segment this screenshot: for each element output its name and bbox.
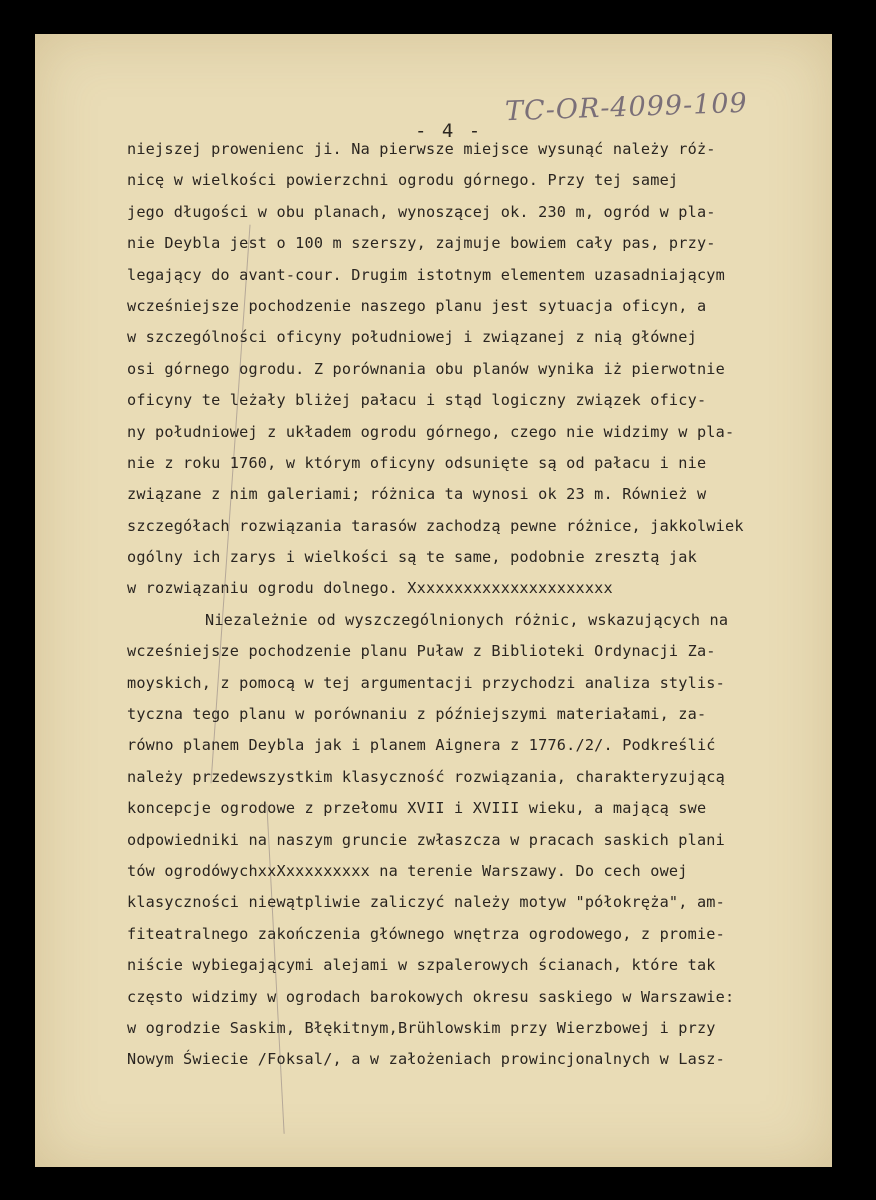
- text-line: fiteatralnego zakończenia głównego wnętrza ogrodowego, z promie-: [127, 924, 725, 943]
- text-line: związane z nim galeriami; różnica ta wynosi ok 23 m. Również w: [127, 485, 707, 504]
- text-line: niście wybiegającymi alejami w szpalerowych ścianach, które tak: [127, 956, 716, 975]
- text-line: osi górnego ogrodu. Z porównania obu planów wynika iż pierwotnie: [127, 359, 725, 378]
- text-line: ogólny ich zarys i wielkości są te same, podobnie zresztą jak: [127, 548, 697, 567]
- text-line: nicę w wielkości powierzchni ogrodu górnego. Przy tej samej: [127, 171, 679, 190]
- text-line: równo planem Deybla jak i planem Aignera z 1776./2/. Podkreślić: [127, 736, 716, 755]
- text-line: często widzimy w ogrodach barokowych okresu saskiego w Warszawie:: [127, 987, 735, 1006]
- text-line: moyskich, z pomocą w tej argumentacji przychodzi analiza stylis-: [127, 673, 725, 692]
- text-line: niejszej prowenienc ji. Na pierwsze miejsce wysunąć należy róż-: [127, 140, 716, 158]
- text-line: w szczególności oficyny południowej i związanej z nią głównej: [127, 328, 697, 347]
- text-line: Nowym Świecie /Foksal/, a w założeniach prowincjonalnych w Lasz-: [127, 1050, 725, 1069]
- text-line: Niezależnie od wyszczególnionych różnic, wskazujących na: [205, 610, 729, 629]
- text-line: ny południowej z układem ogrodu górnego, czego nie widzimy w pla-: [127, 422, 735, 441]
- text-line: jego długości w obu planach, wynoszącej ok. 230 m, ogród w pla-: [127, 202, 716, 221]
- page-number: - 4 -: [415, 120, 483, 142]
- text-line: w ogrodzie Saskim, Błękitnym,Brühlowskim przy Wierzbowej i przy: [127, 1018, 716, 1037]
- text-line: odpowiedniki na naszym gruncie zwłaszcza w pracach saskich plani: [127, 830, 725, 849]
- archive-reference-mark: TC-OR-4099-109: [504, 87, 749, 128]
- text-line: oficyny te leżały bliżej pałacu i stąd logiczny związek oficy-: [127, 391, 707, 410]
- text-line: wcześniejsze pochodzenie planu Puław z Biblioteki Ordynacji Za-: [127, 642, 716, 661]
- text-line: klasyczności niewątpliwie zaliczyć należy motyw "półokręża", am-: [127, 893, 725, 912]
- text-line: należy przedewszystkim klasyczność rozwiązania, charakteryzującą: [127, 767, 725, 786]
- text-line: nie z roku 1760, w którym oficyny odsunięte są od pałacu i nie: [127, 453, 707, 472]
- text-line: w rozwiązaniu ogrodu dolnego. Xxxxxxxxxxxxxxxxxxxxxx: [127, 579, 613, 598]
- text-line: tyczna tego planu w porównaniu z późniejszymi materiałami, za-: [127, 705, 707, 724]
- text-line: tów ogrodówychxxXxxxxxxxxx na terenie Warszawy. Do cech owej: [127, 861, 688, 880]
- body-text: [127, 134, 827, 1076]
- text-line: szczegółach rozwiązania tarasów zachodzą pewne różnice, jakkolwiek: [127, 516, 744, 535]
- text-line: wcześniejsze pochodzenie naszego planu jest sytuacja oficyn, a: [127, 296, 707, 315]
- text-line: koncepcje ogrodowe z przełomu XVII i XVIII wieku, a mającą swe: [127, 799, 707, 818]
- text-line: nie Deybla jest o 100 m szerszy, zajmuje bowiem cały pas, przy-: [127, 234, 716, 253]
- text-line: legający do avant-cour. Drugim istotnym elementem uzasadniającym: [127, 265, 725, 284]
